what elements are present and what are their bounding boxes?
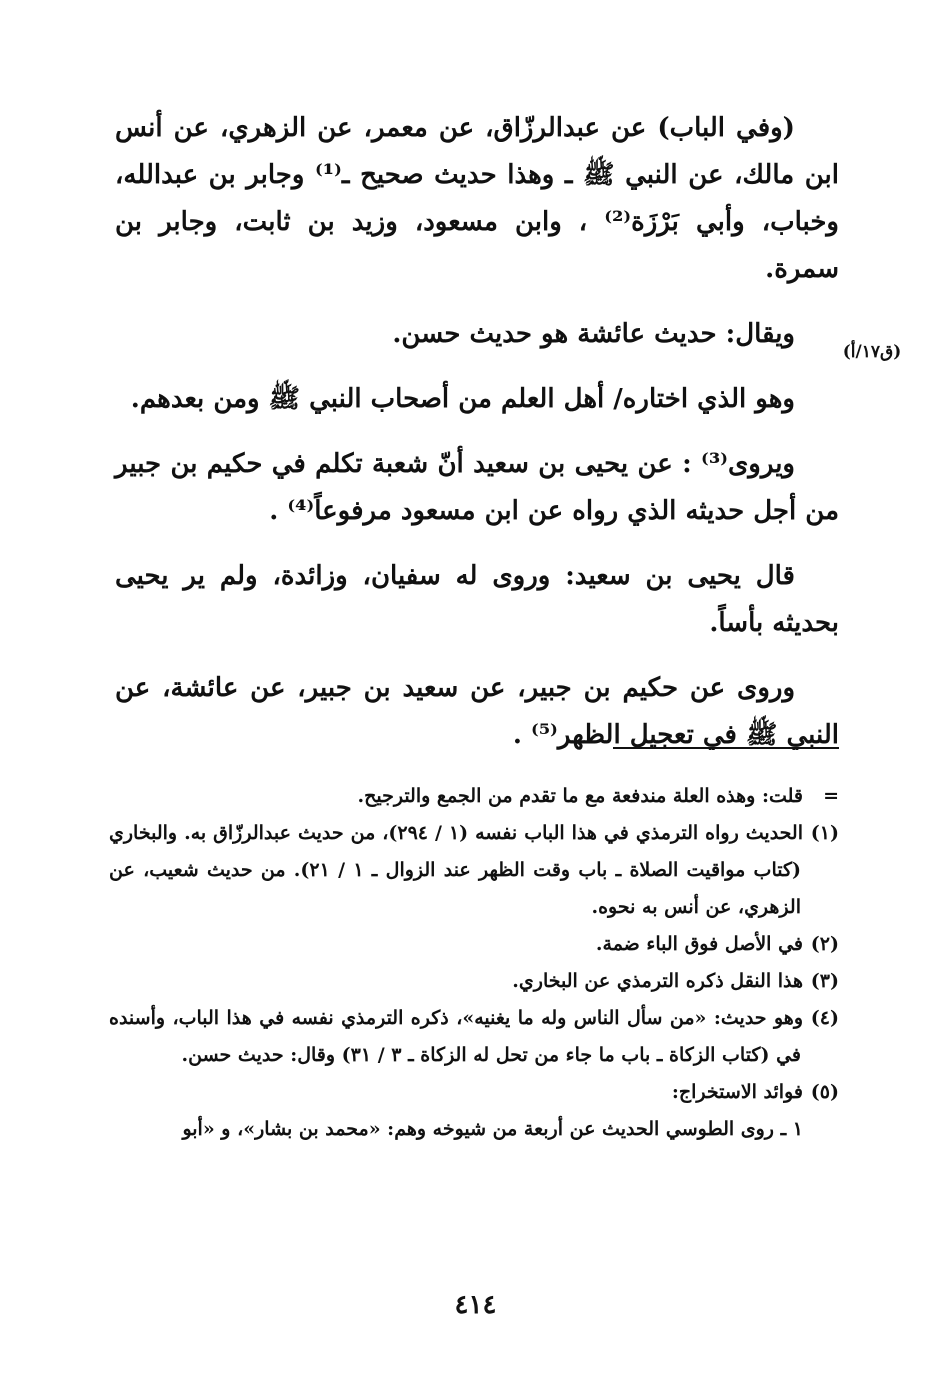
footnote-continuation — [109, 778, 839, 815]
footnote-text: ١ ـ روى الطوسي الحديث عن أربعة من شيوخه وهم: «محمد بن بشار»، و «أبو — [182, 1118, 803, 1140]
footnote-marker: (٣) — [810, 970, 839, 992]
footnote-text: الحديث رواه الترمذي في هذا الباب نفسه (١ / ٢٩٤)، من حديث عبدالرزّاق به. والبخاري (كتاب مواقيت الصلاة ـ باب وقت الظهر عند الزوال ـ ١ / ٢١). من حديث شعيب، عن الزهري، عن أنس به نحوه. — [109, 822, 803, 918]
footnote-separator — [613, 747, 839, 749]
main-text — [115, 105, 839, 777]
footnote-marker: (٤) — [810, 1007, 839, 1029]
footnote-marker: (٢) — [810, 933, 839, 955]
footnote-4 — [109, 1000, 839, 1074]
paragraph-yurwa: ويروى⁽³⁾ : عن يحيى بن سعيد أنّ شعبة تكلم في حكيم بن جبير من أجل حديثه الذي رواه عن ابن مسعود مرفوعاً⁽⁴⁾ . — [115, 449, 839, 526]
manuscript-folio-note: (ق١٧/أ) — [842, 342, 902, 362]
page-number: ٤١٤ — [454, 1290, 497, 1320]
footnote-1 — [109, 815, 839, 926]
footnote-5 — [109, 1074, 839, 1111]
footnote-text: فوائد الاستخراج: — [671, 1081, 803, 1103]
footnote-text: هذا النقل ذكره الترمذي عن البخاري. — [512, 970, 803, 992]
paragraph-rawa: وروى عن حكيم بن جبير، عن سعيد بن جبير، عن عائشة، عن النبي ﷺ في تعجيل الظهر⁽⁵⁾ . — [115, 673, 839, 750]
footnote-text: وهو حديث: «من سأل الناس وله ما يغنيه»، ذكره الترمذي نفسه في هذا الباب، وأسنده في (كتاب الزكاة ـ باب ما جاء من تحل له الزكاة ـ ٣ / ٣١) وقال: حديث حسن. — [109, 1007, 803, 1066]
paragraph-bab: (وفي الباب) عن عبدالرزّاق، عن معمر، عن الزهري، عن أنس ابن مالك، عن النبي ﷺ ـ وهذا حديث صحيح ـ⁽¹⁾ وجابر بن عبدالله، وخباب، وأبي بَرْزَة⁽²⁾ ، وابن مسعود، وزيد بن ثابت، وجابر بن سمرة. — [115, 113, 840, 284]
footnote-marker: = — [823, 785, 839, 807]
footnote-3 — [109, 963, 839, 1000]
footnote-2 — [109, 926, 839, 963]
footnotes — [109, 778, 839, 1148]
paragraph-qala-yahya: قال يحيى بن سعيد: وروى له سفيان، وزائدة، ولم ير يحيى بحديثه بأساً. — [115, 561, 839, 638]
footnote-marker: (٥) — [810, 1081, 839, 1103]
footnote-text: قلت: وهذه العلة مندفعة مع ما تقدم من الجمع والترجيح. — [357, 785, 803, 807]
paragraph-aisha: ويقال: حديث عائشة هو حديث حسن. — [392, 319, 795, 349]
footnote-5-item-1 — [109, 1111, 839, 1148]
paragraph-ikhtiyar: وهو الذي اختاره/ أهل العلم من أصحاب النبي ﷺ ومن بعدهم. — [130, 384, 795, 414]
footnote-text: في الأصل فوق الباء ضمة. — [595, 933, 803, 955]
footnote-marker: (١) — [810, 822, 839, 844]
